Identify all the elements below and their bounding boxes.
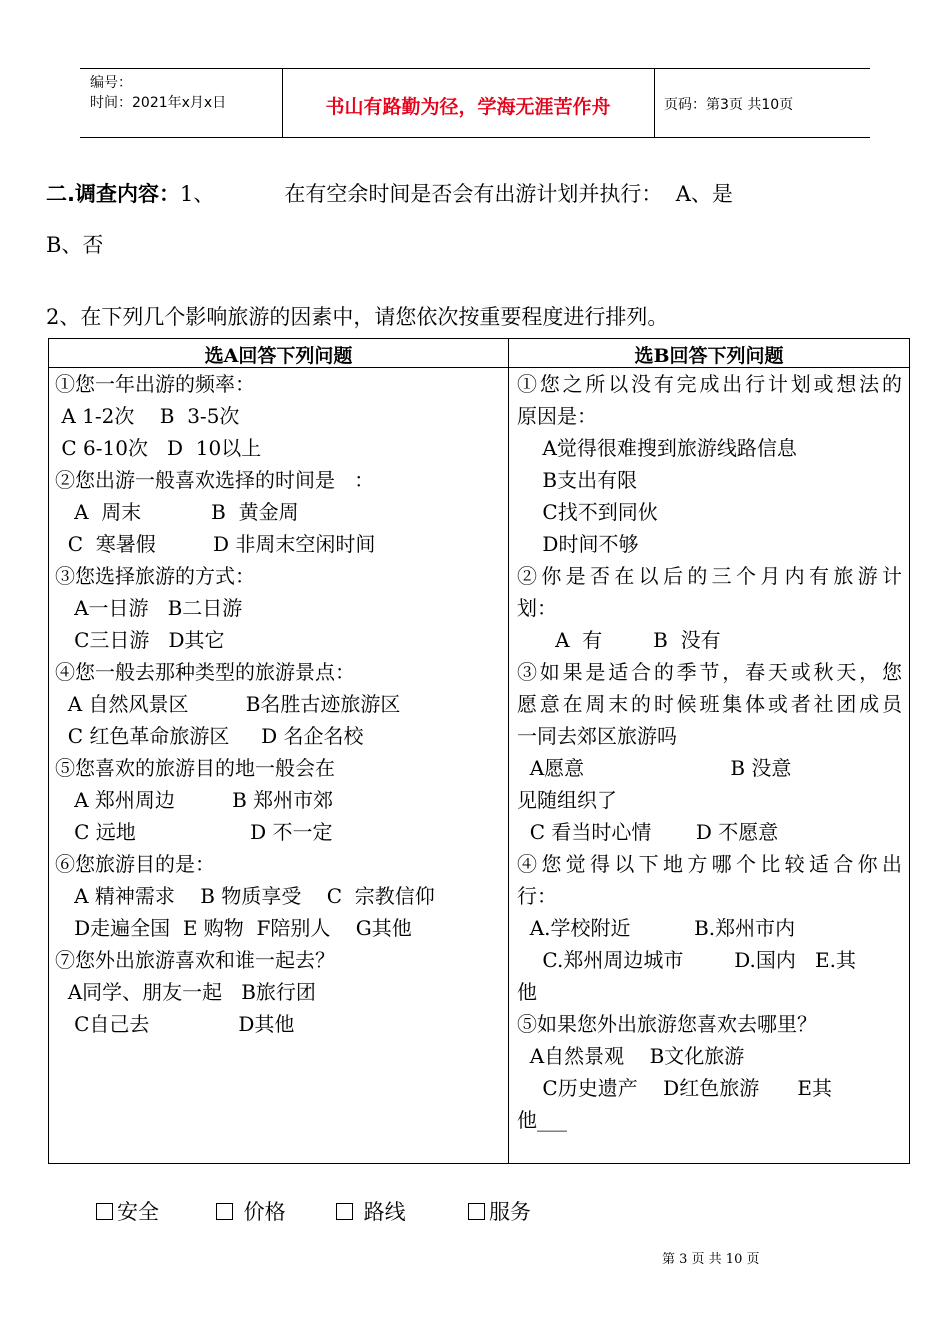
question-line: ③您选择旅游的方式： — [55, 564, 255, 588]
document-number-label: 编号： — [90, 75, 132, 91]
section-heading: 二.调查内容： — [46, 182, 180, 206]
factor-option[interactable] — [468, 1196, 531, 1226]
question-line: ①您一年出游的频率： — [55, 372, 255, 396]
question-line: C自己去 D其他 — [55, 1012, 295, 1036]
question-1-text: 在有空余时间是否会有出游计划并执行： A、是 — [284, 182, 733, 206]
factor-label: 价格 — [237, 1200, 286, 1224]
checkbox-icon[interactable] — [468, 1203, 485, 1220]
factor-label: 路线 — [357, 1200, 406, 1224]
question-line: 愿意在周末的时候班集体或者社团成员 — [517, 692, 902, 716]
header-divider — [654, 69, 655, 137]
question-line: C 远地 D 不一定 — [55, 820, 333, 844]
question-1-line — [46, 178, 733, 208]
document-header — [80, 68, 870, 138]
question-line: ⑤您喜欢的旅游目的地一般会在 — [55, 756, 335, 780]
question-line: ②您出游一般喜欢选择的时间是 ： — [55, 468, 375, 492]
question-line: D时间不够 — [517, 532, 639, 556]
checkbox-icon[interactable] — [336, 1203, 353, 1220]
document-time: 时间：2021年x月x日 — [90, 95, 227, 111]
question-line: 他 — [517, 980, 537, 1004]
question-line: A 郑州周边 B 郑州市郊 — [55, 788, 334, 812]
question-line: C 看当时心情 D 不愿意 — [517, 820, 779, 844]
question-line: C三日游 D其它 — [55, 628, 225, 652]
question-line: A 1-2次 B 3-5次 — [55, 404, 240, 428]
question-line: D走遍全国 E 购物 F陪别人 G其他 — [55, 916, 412, 940]
question-line: ⑤如果您外出旅游您喜欢去哪里？ — [517, 1012, 817, 1036]
question-line: ④您一般去那种类型的旅游景点： — [55, 660, 355, 684]
checkbox-icon[interactable] — [216, 1203, 233, 1220]
header-motto: 书山有路勤为径，学海无涯苦作舟 — [325, 96, 611, 118]
question-line: A 自然风景区 B名胜古迹旅游区 — [55, 692, 401, 716]
question-line: C历史遗产 D红色旅游 E其 — [517, 1076, 832, 1100]
question-line: C.郑州周边城市 D.国内 E.其 — [517, 948, 856, 972]
question-line: 划： — [517, 596, 557, 620]
question-line: C 红色革命旅游区 D 名企名校 — [55, 724, 364, 748]
table-header-a: 选A回答下列问题 — [204, 345, 353, 367]
question-line: ④您觉得以下地方哪个比较适合你出 — [517, 852, 902, 876]
question-line: B支出有限 — [517, 468, 638, 492]
question-line: C 寒暑假 D 非周末空闲时间 — [55, 532, 376, 556]
question-1-option-b: B、否 — [46, 233, 104, 257]
question-line: A同学、朋友一起 B旅行团 — [55, 980, 316, 1004]
question-line: ⑥您旅游目的是： — [55, 852, 215, 876]
factor-option[interactable] — [216, 1196, 286, 1226]
column-b-questions — [517, 368, 902, 1136]
checkbox-icon[interactable] — [96, 1203, 113, 1220]
question-line: C 6-10次 D 10以上 — [55, 436, 262, 460]
question-line: A 精神需求 B 物质享受 C 宗教信仰 — [55, 884, 435, 908]
question-line: ②你是否在以后的三个月内有旅游计 — [517, 564, 902, 588]
question-line: A自然景观 B文化旅游 — [517, 1044, 745, 1068]
question-line: A觉得很难搜到旅游线路信息 — [517, 436, 797, 460]
question-line: 原因是： — [517, 404, 597, 428]
question-line: A 有 B 没有 — [517, 628, 721, 652]
question-line: A 周末 B 黄金周 — [55, 500, 299, 524]
question-line: 见随组织了 — [517, 788, 617, 812]
factor-label: 安全 — [117, 1200, 159, 1224]
table-header-b: 选B回答下列问题 — [634, 345, 784, 367]
question-line: ⑦您外出旅游喜欢和谁一起去？ — [55, 948, 335, 972]
question-line: ①您之所以没有完成出行计划或想法的 — [517, 372, 902, 396]
question-line: 一同去郊区旅游吗 — [517, 724, 677, 748]
question-line: ③如果是适合的季节，春天或秋天，您 — [517, 660, 902, 684]
header-page-info: 页码：第3页 共10页 — [664, 97, 794, 113]
table-column-divider — [508, 339, 509, 1163]
factor-option[interactable] — [336, 1196, 406, 1226]
question-1-number: 1、 — [179, 182, 215, 206]
question-line: A愿意 B 没意 — [517, 756, 792, 780]
question-2-text: 2、在下列几个影响旅游的因素中，请您依次按重要程度进行排列。 — [46, 305, 669, 329]
question-line: C找不到同伙 — [517, 500, 658, 524]
factor-label: 服务 — [489, 1200, 531, 1224]
question-line: A一日游 B二日游 — [55, 596, 243, 620]
question-line: 行： — [517, 884, 557, 908]
survey-table — [48, 338, 910, 1164]
question-line: 他___ — [517, 1108, 567, 1132]
question-line: A.学校附近 B.郑州市内 — [517, 916, 796, 940]
page-footer: 第 3 页 共 10 页 — [662, 1252, 760, 1267]
column-a-questions — [55, 368, 503, 1040]
factor-option[interactable] — [96, 1196, 159, 1226]
header-meta — [90, 73, 226, 113]
